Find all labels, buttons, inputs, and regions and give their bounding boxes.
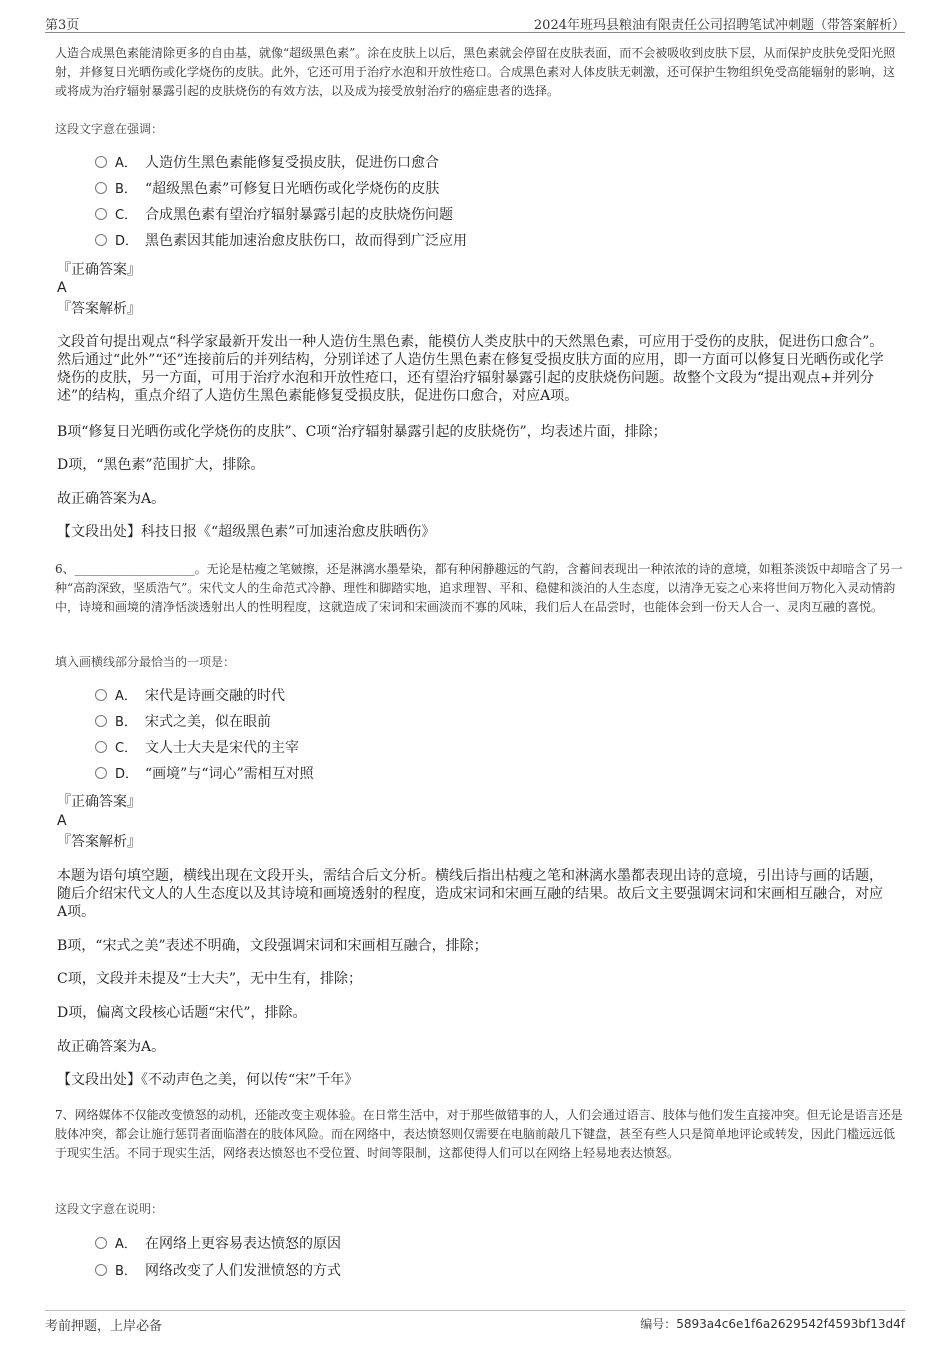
radio-icon[interactable]: [95, 234, 107, 246]
page-footer: [45, 1310, 905, 1337]
radio-icon[interactable]: [95, 767, 107, 779]
q5-option-a[interactable]: A． 人造仿生黑色素能修复受损皮肤，促进伤口愈合: [95, 152, 439, 174]
radio-icon[interactable]: [95, 741, 107, 753]
document-title: 2024年班玛县粮油有限责任公司招聘笔试冲刺题（带答案解析）: [533, 18, 905, 33]
q5-answer-label: 『正确答案』: [57, 262, 141, 278]
radio-icon[interactable]: [95, 1237, 107, 1249]
radio-icon[interactable]: [95, 182, 107, 194]
q6-analysis-label: 『答案解析』: [57, 834, 141, 850]
q6-option-d[interactable]: D． “画境”与“词心”需相互对照: [95, 763, 314, 785]
q6-source: 【文段出处】《不动声色之美，何以传“宋”千年》: [57, 1072, 359, 1088]
radio-icon[interactable]: [95, 208, 107, 220]
page-header: [45, 12, 905, 33]
q7-option-b[interactable]: B． 网络改变了人们发泄愤怒的方式: [95, 1260, 341, 1282]
q6-option-b[interactable]: B． 宋式之美，似在眼前: [95, 711, 271, 733]
q6-analysis-2: B项，“宋式之美”表述不明确，文段强调宋词和宋画相互融合，排除；: [57, 938, 488, 954]
q5-analysis-4: 故正确答案为A。: [57, 491, 166, 507]
radio-icon[interactable]: [95, 689, 107, 701]
q5-source: 【文段出处】科技日报《“超级黑色素”可加速治愈皮肤晒伤》: [57, 524, 436, 540]
q5-stem: 这段文字意在强调：: [55, 122, 164, 136]
q6-analysis-4: D项，偏离文段核心话题“宋代”，排除。: [57, 1005, 307, 1021]
radio-icon[interactable]: [95, 156, 107, 168]
page-number: 第3页: [45, 18, 80, 33]
q5-analysis-label: 『答案解析』: [57, 301, 141, 317]
q6-option-c[interactable]: C． 文人士大夫是宋代的主宰: [95, 737, 299, 759]
footer-slogan: 考前押题，上岸必备: [45, 1319, 163, 1334]
q6-passage: 6、____________________。无论是枯瘦之笔皴擦，还是淋漓水墨晕染，都有种闲静趣远的气韵，含蓄间表现出一种浓浓的诗的意境，如粗茶淡饭中却暗含了另一种“高韵深致，坚质浩气”。宋代文人的生命范式冷静、理性和脚踏实地，追求理智、平和、稳健和淡泊的人生态度，以清净无妄之心来将世间万物化入灵动情韵中，诗境和画境的清净恬淡透射出人的性明程度，这就造成了宋词和宋画淡而不寡的风味，我们后人在品尝时，也能体会到一份天人合一、灵肉互融的喜悦。: [55, 562, 903, 614]
q7-stem: 这段文字意在说明：: [55, 1202, 164, 1216]
q5-option-c[interactable]: C． 合成黑色素有望治疗辐射暴露引起的皮肤烧伤问题: [95, 204, 453, 226]
q6-analysis-5: 故正确答案为A。: [57, 1039, 166, 1055]
q5-option-b[interactable]: B． “超级黑色素”可修复日光晒伤或化学烧伤的皮肤: [95, 178, 439, 200]
document-code: 编号：5893a4c6e1f6a2629542f4593bf13d4f: [640, 1317, 905, 1331]
q5-analysis-2: B项“修复日光晒伤或化学烧伤的皮肤”、C项“治疗辐射暴露引起的皮肤烧伤”，均表述片面，排除；: [57, 424, 667, 440]
q6-option-a[interactable]: A． 宋代是诗画交融的时代: [95, 685, 285, 707]
q5-answer: A: [57, 280, 67, 296]
q7-passage: 7、网络媒体不仅能改变愤怒的动机，还能改变主观体验。在日常生活中，对于那些做错事的人，人们会通过语言、肢体与他们发生直接冲突。但无论是语言还是肢体冲突，都会让施行惩罚者面临潜在的肢体风险。而在网络中，表达愤怒则仅需要在电脑前敲几下键盘，甚至有些人只是简单地评论或转发，因此门槛远远低于现实生活。不同于现实生活，网络表达愤怒也不受位置、时间等限制，这都使得人们可以在网络上轻易地表达愤怒。: [55, 1108, 903, 1160]
q5-analysis-1: 文段首句提出观点“科学家最新开发出一种人造仿生黑色素，能模仿人类皮肤中的天然黑色素，可应用于受伤的皮肤，促进伤口愈合”。然后通过“此外”“还”连接前后的并列结构，分别详述了人造仿生黑色素在修复受损皮肤方面的应用，即一方面可以修复日光晒伤或化学烧伤的皮肤，另一方面，可用于治疗水泡和开放性疮口，还有望治疗辐射暴露引起的皮肤烧伤问题。故整个文段为“提出观点+并列分述”的结构，重点介绍了人造仿生黑色素能修复受损皮肤，促进伤口愈合，对应A项。: [57, 334, 884, 404]
q6-analysis-1: 本题为语句填空题，横线出现在文段开头，需结合后文分析。横线后指出枯瘦之笔和淋漓水墨都表现出诗的意境，引出诗与画的话题，随后介绍宋代文人的人生态度以及其诗境和画境透射的程度，造成宋词和宋画互融的结果。故后文主要强调宋词和宋画相互融合，对应A项。: [57, 868, 883, 920]
q5-passage: 人造合成黑色素能清除更多的自由基，就像“超级黑色素”。涂在皮肤上以后，黑色素就会停留在皮肤表面，而不会被吸收到皮肤下层，从而保护皮肤免受阳光照射，并修复日光晒伤或化学烧伤的皮肤。此外，它还可用于治疗水泡和开放性疮口。合成黑色素对人体皮肤无刺激，还可保护生物组织免受高能辐射的影响，这或将成为治疗辐射暴露引起的皮肤烧伤的有效方法，以及成为接受放射治疗的癌症患者的选择。: [55, 46, 896, 98]
radio-icon[interactable]: [95, 1264, 107, 1276]
radio-icon[interactable]: [95, 715, 107, 727]
q7-option-a[interactable]: A． 在网络上更容易表达愤怒的原因: [95, 1233, 341, 1255]
q5-option-d[interactable]: D． 黑色素因其能加速治愈皮肤伤口，故而得到广泛应用: [95, 230, 467, 252]
q6-analysis-3: C项，文段并未提及“士大夫”，无中生有，排除；: [57, 971, 363, 987]
q5-analysis-3: D项，“黑色素”范围扩大，排除。: [57, 457, 265, 473]
q6-stem: 填入画横线部分最恰当的一项是：: [55, 655, 236, 669]
q6-answer: A: [57, 813, 67, 829]
q6-answer-label: 『正确答案』: [57, 794, 141, 810]
